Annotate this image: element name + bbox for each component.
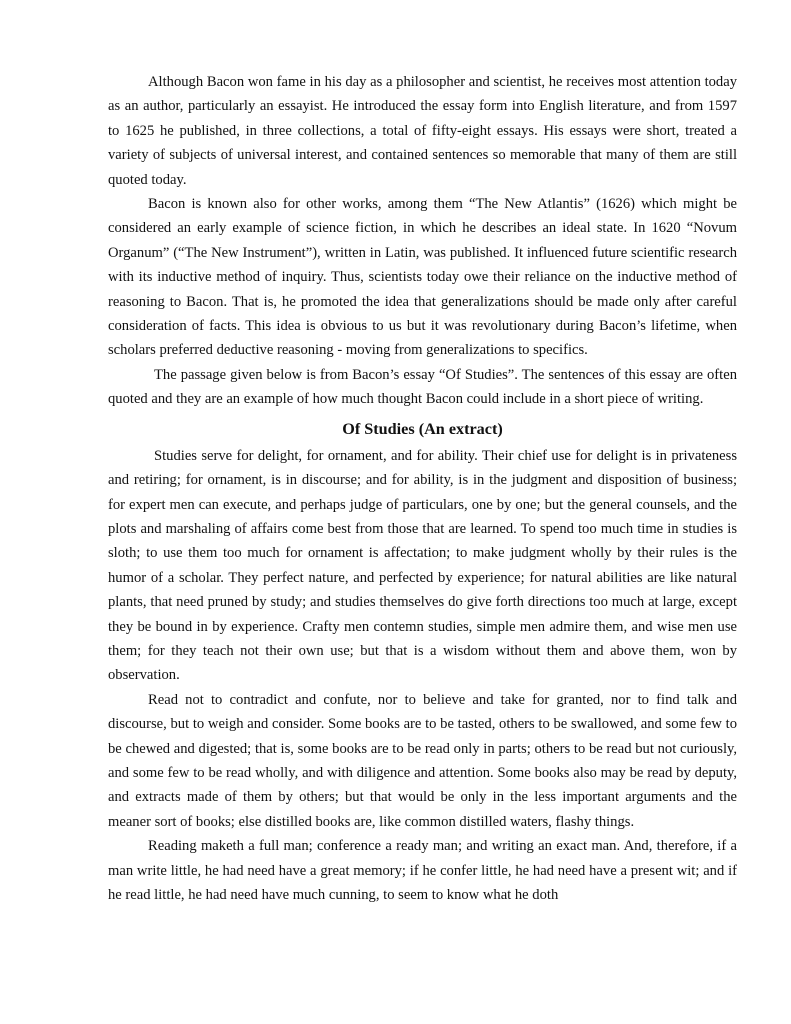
intro-paragraph-3: The passage given below is from Bacon’s essay “Of Studies”. The sentences of this essay are often quoted and they are an example of how much thought Bacon could include in a short piece of writing. xyxy=(108,366,737,408)
extract-subtitle: (An extract) xyxy=(418,419,503,438)
extract-title: Of Studies xyxy=(342,419,415,438)
document-page xyxy=(108,70,737,907)
intro-paragraph-1: Although Bacon won fame in his day as a philosopher and scientist, he receives most attention today as an author, particularly an essayist. He introduced the essay form into English literature, and from 1597 to 1625 he published, in three collections, a total of fifty-eight essays. His essays were short, treated a variety of subjects of universal interest, and contained sentences so memorable that many of them are still quoted today. xyxy=(108,74,737,188)
extract-paragraph-3: Reading maketh a full man; conference a ready man; and writing an exact man. And, therefore, if a man write little, he had need have a great memory; if he confer little, he had need have a present wit; and if he read little, he had need have much cunning, to seem to know what he doth xyxy=(108,838,737,903)
extract-paragraph-1: Studies serve for delight, for ornament, and for ability. Their chief use for delight is in privateness and retiring; for ornament, is in discourse; and for ability, is in the judgment and disposition of business; for expert men can execute, and perhaps judge of particulars, one by one; but the general counsels, and the plots and marshaling of affairs come best from those that are learned. To spend too much time in studies is sloth; to use them too much for ornament is affectation; to make judgment wholly by their rules is the humor of a scholar. They perfect nature, and perfected by experience; for natural abilities are like natural plants, that need pruned by study; and studies themselves do give forth directions too much at large, except they be bound in by experience. Crafty men contemn studies, simple men admire them, and wise men use them; for they teach not their own use; but that is a wisdom without them and above them, won by observation. xyxy=(108,447,737,684)
extract-heading xyxy=(108,416,737,442)
extract-paragraph-2: Read not to contradict and confute, nor to believe and take for granted, nor to find talk and discourse, but to weigh and consider. Some books are to be tasted, others to be swallowed, and some few to be chewed and digested; that is, some books are to be read only in parts; others to be read but not curiously, and some few to be read wholly, and with diligence and attention. Some books also may be read by deputy, and extracts made of them by others; but that would be only in the less important arguments and the meaner sort of books; else distilled books are, like common distilled waters, flashy things. xyxy=(108,691,737,830)
intro-paragraph-2: Bacon is known also for other works, among them “The New Atlantis” (1626) which might be considered an early example of science fiction, in which he describes an ideal state. In 1620 “Novum Organum” (“The New Instrument”), written in Latin, was published. It influenced future scientific research with its inductive method of inquiry. Thus, scientists today owe their reliance on the inductive method of reasoning to Bacon. That is, he promoted the idea that generalizations should be made only after careful consideration of facts. This idea is obvious to us but it was revolutionary during Bacon’s lifetime, when scholars preferred deductive reasoning - moving from generalizations to specifics. xyxy=(108,196,737,359)
